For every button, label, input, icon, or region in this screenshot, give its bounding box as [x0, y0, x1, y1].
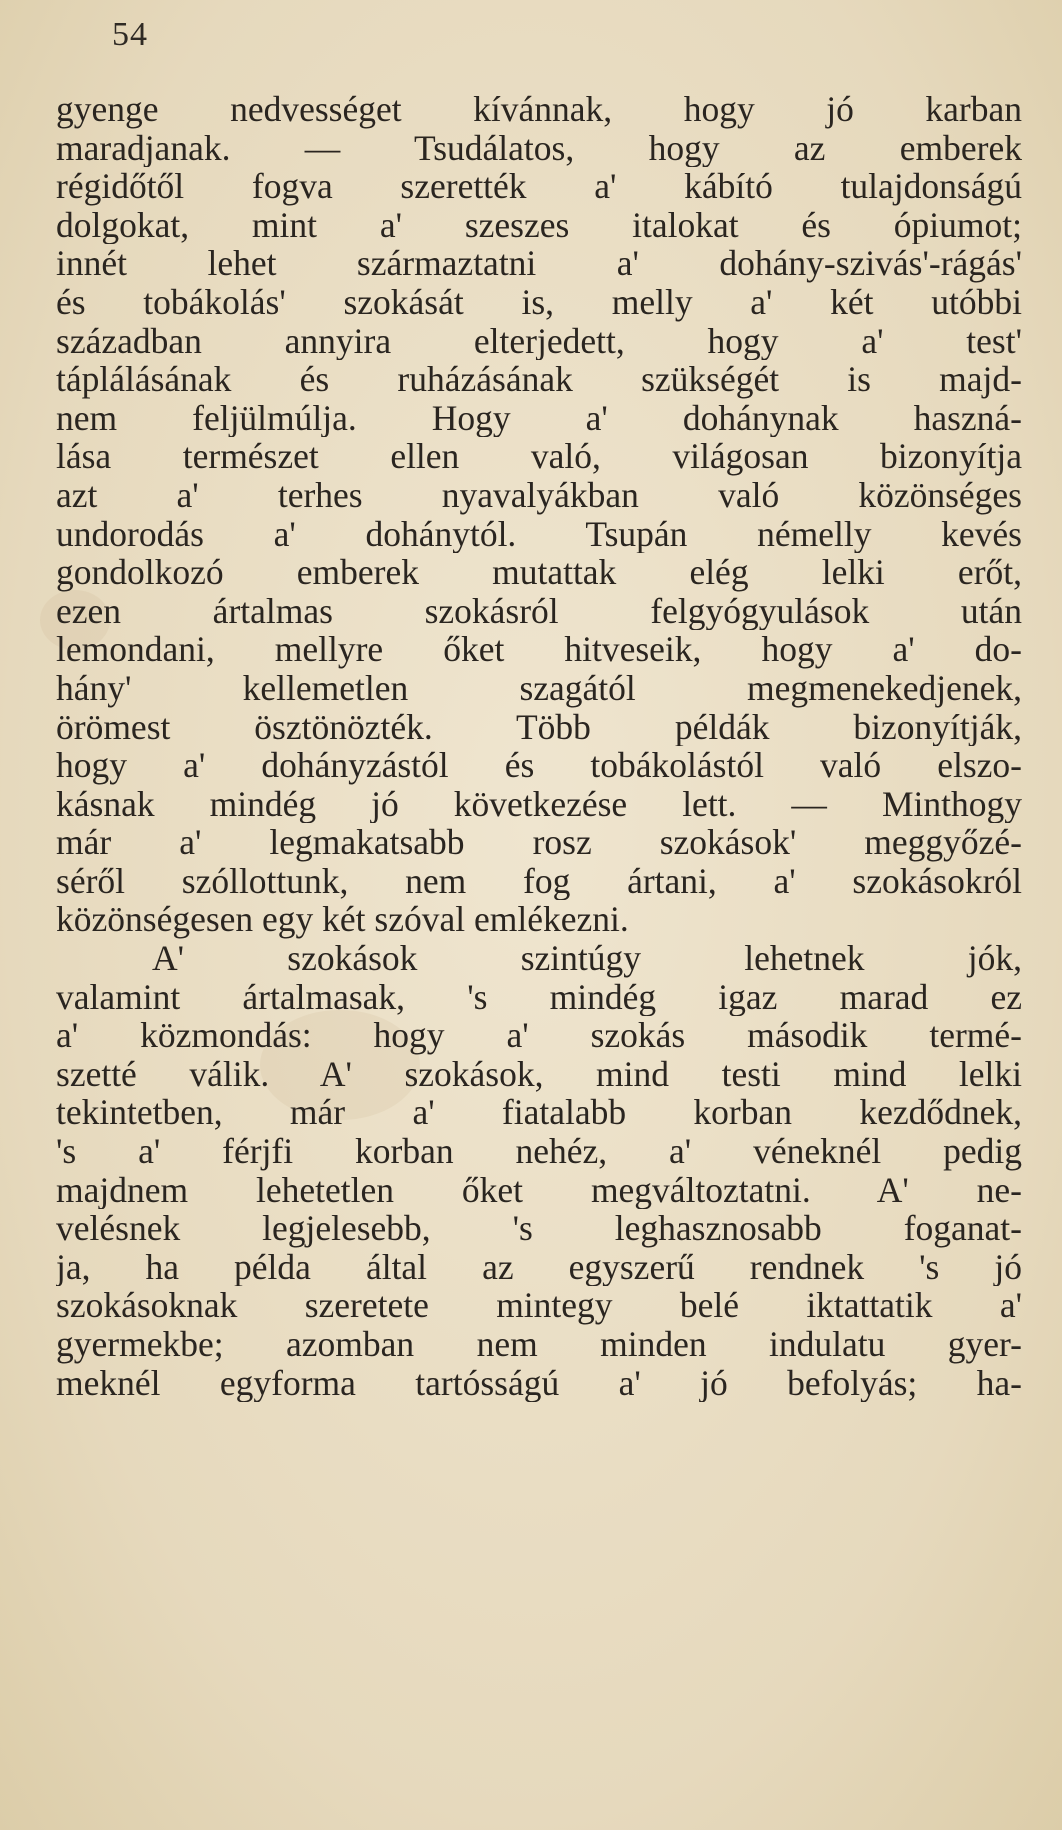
text-line: dolgokat, mint a' szeszes italokat és ópiumot; [56, 205, 1022, 245]
text-line: hogy a' dohányzástól és tobákolástól való elszo- [56, 746, 1022, 785]
paragraph-start-line: A' szokások szintúgy lehetnek jók, [152, 939, 1022, 978]
text-line: undorodás a' dohánytól. Tsupán némelly kevés [56, 514, 1022, 554]
text-line: ja, ha példa által az egyszerű rendnek 's jó [56, 1247, 1022, 1287]
text-line: meknél egyforma tartósságú a' jó befolyás; ha- [56, 1363, 1022, 1403]
text-line: lása természet ellen való, világosan bizonyítja [56, 437, 1022, 476]
text-line: hány' kellemetlen szagától megmenekedjenek, [56, 668, 1022, 708]
text-line: nem feljülmúlja. Hogy a' dohánynak haszná- [56, 398, 1022, 438]
text-line: a' közmondás: hogy a' szokás második termé- [56, 1016, 1022, 1055]
text-line: tekintetben, már a' fiatalabb korban kezdődnek, [56, 1093, 1022, 1133]
text-line: században annyira elterjedett, hogy a' test' [56, 321, 1022, 361]
text-line: gondolkozó emberek mutattak elég lelki erőt, [56, 553, 1022, 592]
text-line: séről szóllottunk, nem fog ártani, a' szokásokról [56, 861, 1022, 901]
text-line: majdnem lehetetlen őket megváltoztatni. A' ne- [56, 1170, 1022, 1210]
text-line: ezen ártalmas szokásról felgyógyulások után [56, 591, 1022, 631]
paragraph-end-line: közönségesen egy két szóval emlékezni. [56, 900, 629, 940]
text-line: szetté válik. A' szokások, mind testi mind lelki [56, 1054, 1022, 1094]
text-line: velésnek legjelesebb, 's leghasznosabb foganat- [56, 1209, 1022, 1248]
text-line: lemondani, mellyre őket hitveseik, hogy a' do- [56, 630, 1022, 669]
body-text [56, 90, 1022, 1402]
text-line: maradjanak. — Tsudálatos, hogy az emberek [56, 128, 1022, 168]
text-line: innét lehet származtatni a' dohány-szivás'-rágás' [56, 244, 1022, 283]
text-line: már a' legmakatsabb rosz szokások' meggyőzé- [56, 823, 1022, 862]
text-line: kásnak mindég jó következése lett. — Minthogy [56, 784, 1022, 824]
text-line: 's a' férjfi korban nehéz, a' véneknél pedig [56, 1132, 1022, 1171]
text-line: és tobákolás' szokását is, melly a' két utóbbi [56, 282, 1022, 322]
text-line: régidőtől fogva szerették a' kábító tulajdonságú [56, 167, 1022, 206]
text-line: valamint ártalmasak, 's mindég igaz marad ez [56, 977, 1022, 1017]
text-line: gyermekbe; azomban nem minden indulatu gyer- [56, 1325, 1022, 1364]
text-line: táplálásának és ruházásának szükségét is majd- [56, 360, 1022, 399]
page-number: 54 [112, 16, 148, 53]
text-line: szokásoknak szeretete mintegy belé iktattatik a' [56, 1286, 1022, 1325]
text-line: gyenge nedvességet kívánnak, hogy jó karban [56, 90, 1022, 129]
text-line: örömest ösztönözték. Több példák bizonyítják, [56, 707, 1022, 747]
text-line: azt a' terhes nyavalyákban való közönséges [56, 475, 1022, 515]
